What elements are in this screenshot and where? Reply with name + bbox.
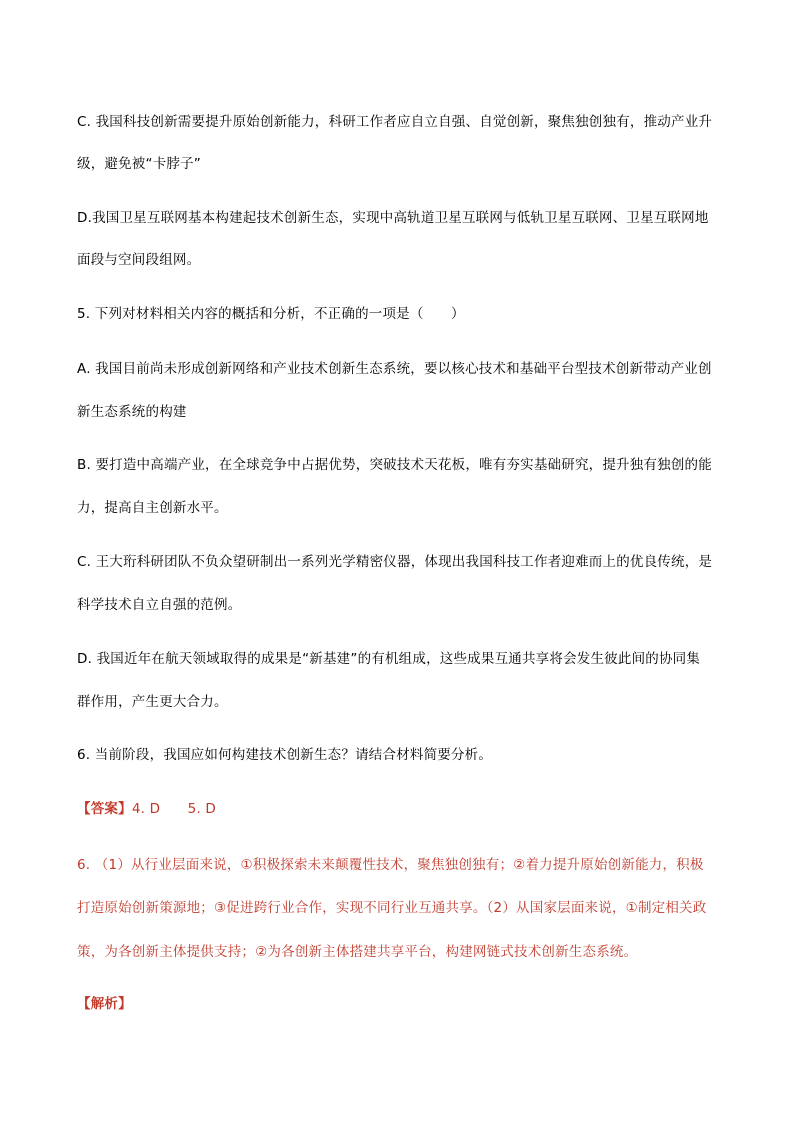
question-5-option-b-line-1: B. 要打造中高端产业，在全球竞争中占据优势，突破技术天花板，唯有夯实基础研究，提升独有独创的能 <box>77 457 712 473</box>
answer-6-line-3: 策，为各创新主体提供支持；②为各创新主体搭建共享平台，构建网链式技术创新生态系统。 <box>77 944 638 960</box>
question-5-option-c-line-2: 科学技术自立自强的范例。 <box>77 597 242 613</box>
question-6-stem: 6. 当前阶段，我国应如何构建技术创新生态？请结合材料简要分析。 <box>77 747 493 763</box>
answer-tag: 【答案】 <box>77 801 132 817</box>
answer-line <box>77 797 216 817</box>
option-c-line-2: 级，避免被“卡脖子” <box>77 156 201 172</box>
question-5-option-a-line-1: A. 我国目前尚未形成创新网络和产业技术创新生态系统，要以核心技术和基础平台型技术创新带动产业创 <box>77 361 712 377</box>
question-5-option-c-line-1: C. 王大珩科研团队不负众望研制出一系列光学精密仪器，体现出我国科技工作者迎难而上的优良传统，是 <box>77 554 713 570</box>
question-5-option-b-line-2: 力，提高自主创新水平。 <box>77 500 228 516</box>
question-5-stem: 5. 下列对材料相关内容的概括和分析，不正确的一项是（ ） <box>77 306 465 322</box>
question-5-option-d-line-1: D. 我国近年在航天领域取得的成果是“新基建”的有机组成，这些成果互通共享将会发生彼此间的协同集 <box>77 651 701 667</box>
option-d-line-2: 面段与空间段组网。 <box>77 252 201 268</box>
answer-6-line-1: 6. （1）从行业层面来说，①积极探索未来颠覆性技术，聚焦独创独有；②着力提升原始创新能力，积极 <box>77 857 704 873</box>
option-d-line-1: D.我国卫星互联网基本构建起技术创新生态，实现中高轨道卫星互联网与低轨卫星互联网、卫星互联网地 <box>77 210 709 226</box>
answer-6-line-2: 打造原始创新策源地；③促进跨行业合作，实现不同行业互通共享。（2）从国家层面来说，①制定相关政 <box>77 900 707 916</box>
question-5-option-a-line-2: 新生态系统的构建 <box>77 404 187 420</box>
option-c-line-1: C. 我国科技创新需要提升原始创新能力，科研工作者应自立自强、自觉创新，聚焦独创独有，推动产业升 <box>77 114 713 130</box>
answer-text: 4. D 5. D <box>131 801 216 817</box>
analysis-tag: 【解析】 <box>77 996 132 1012</box>
question-5-option-d-line-2: 群作用，产生更大合力。 <box>77 694 228 710</box>
